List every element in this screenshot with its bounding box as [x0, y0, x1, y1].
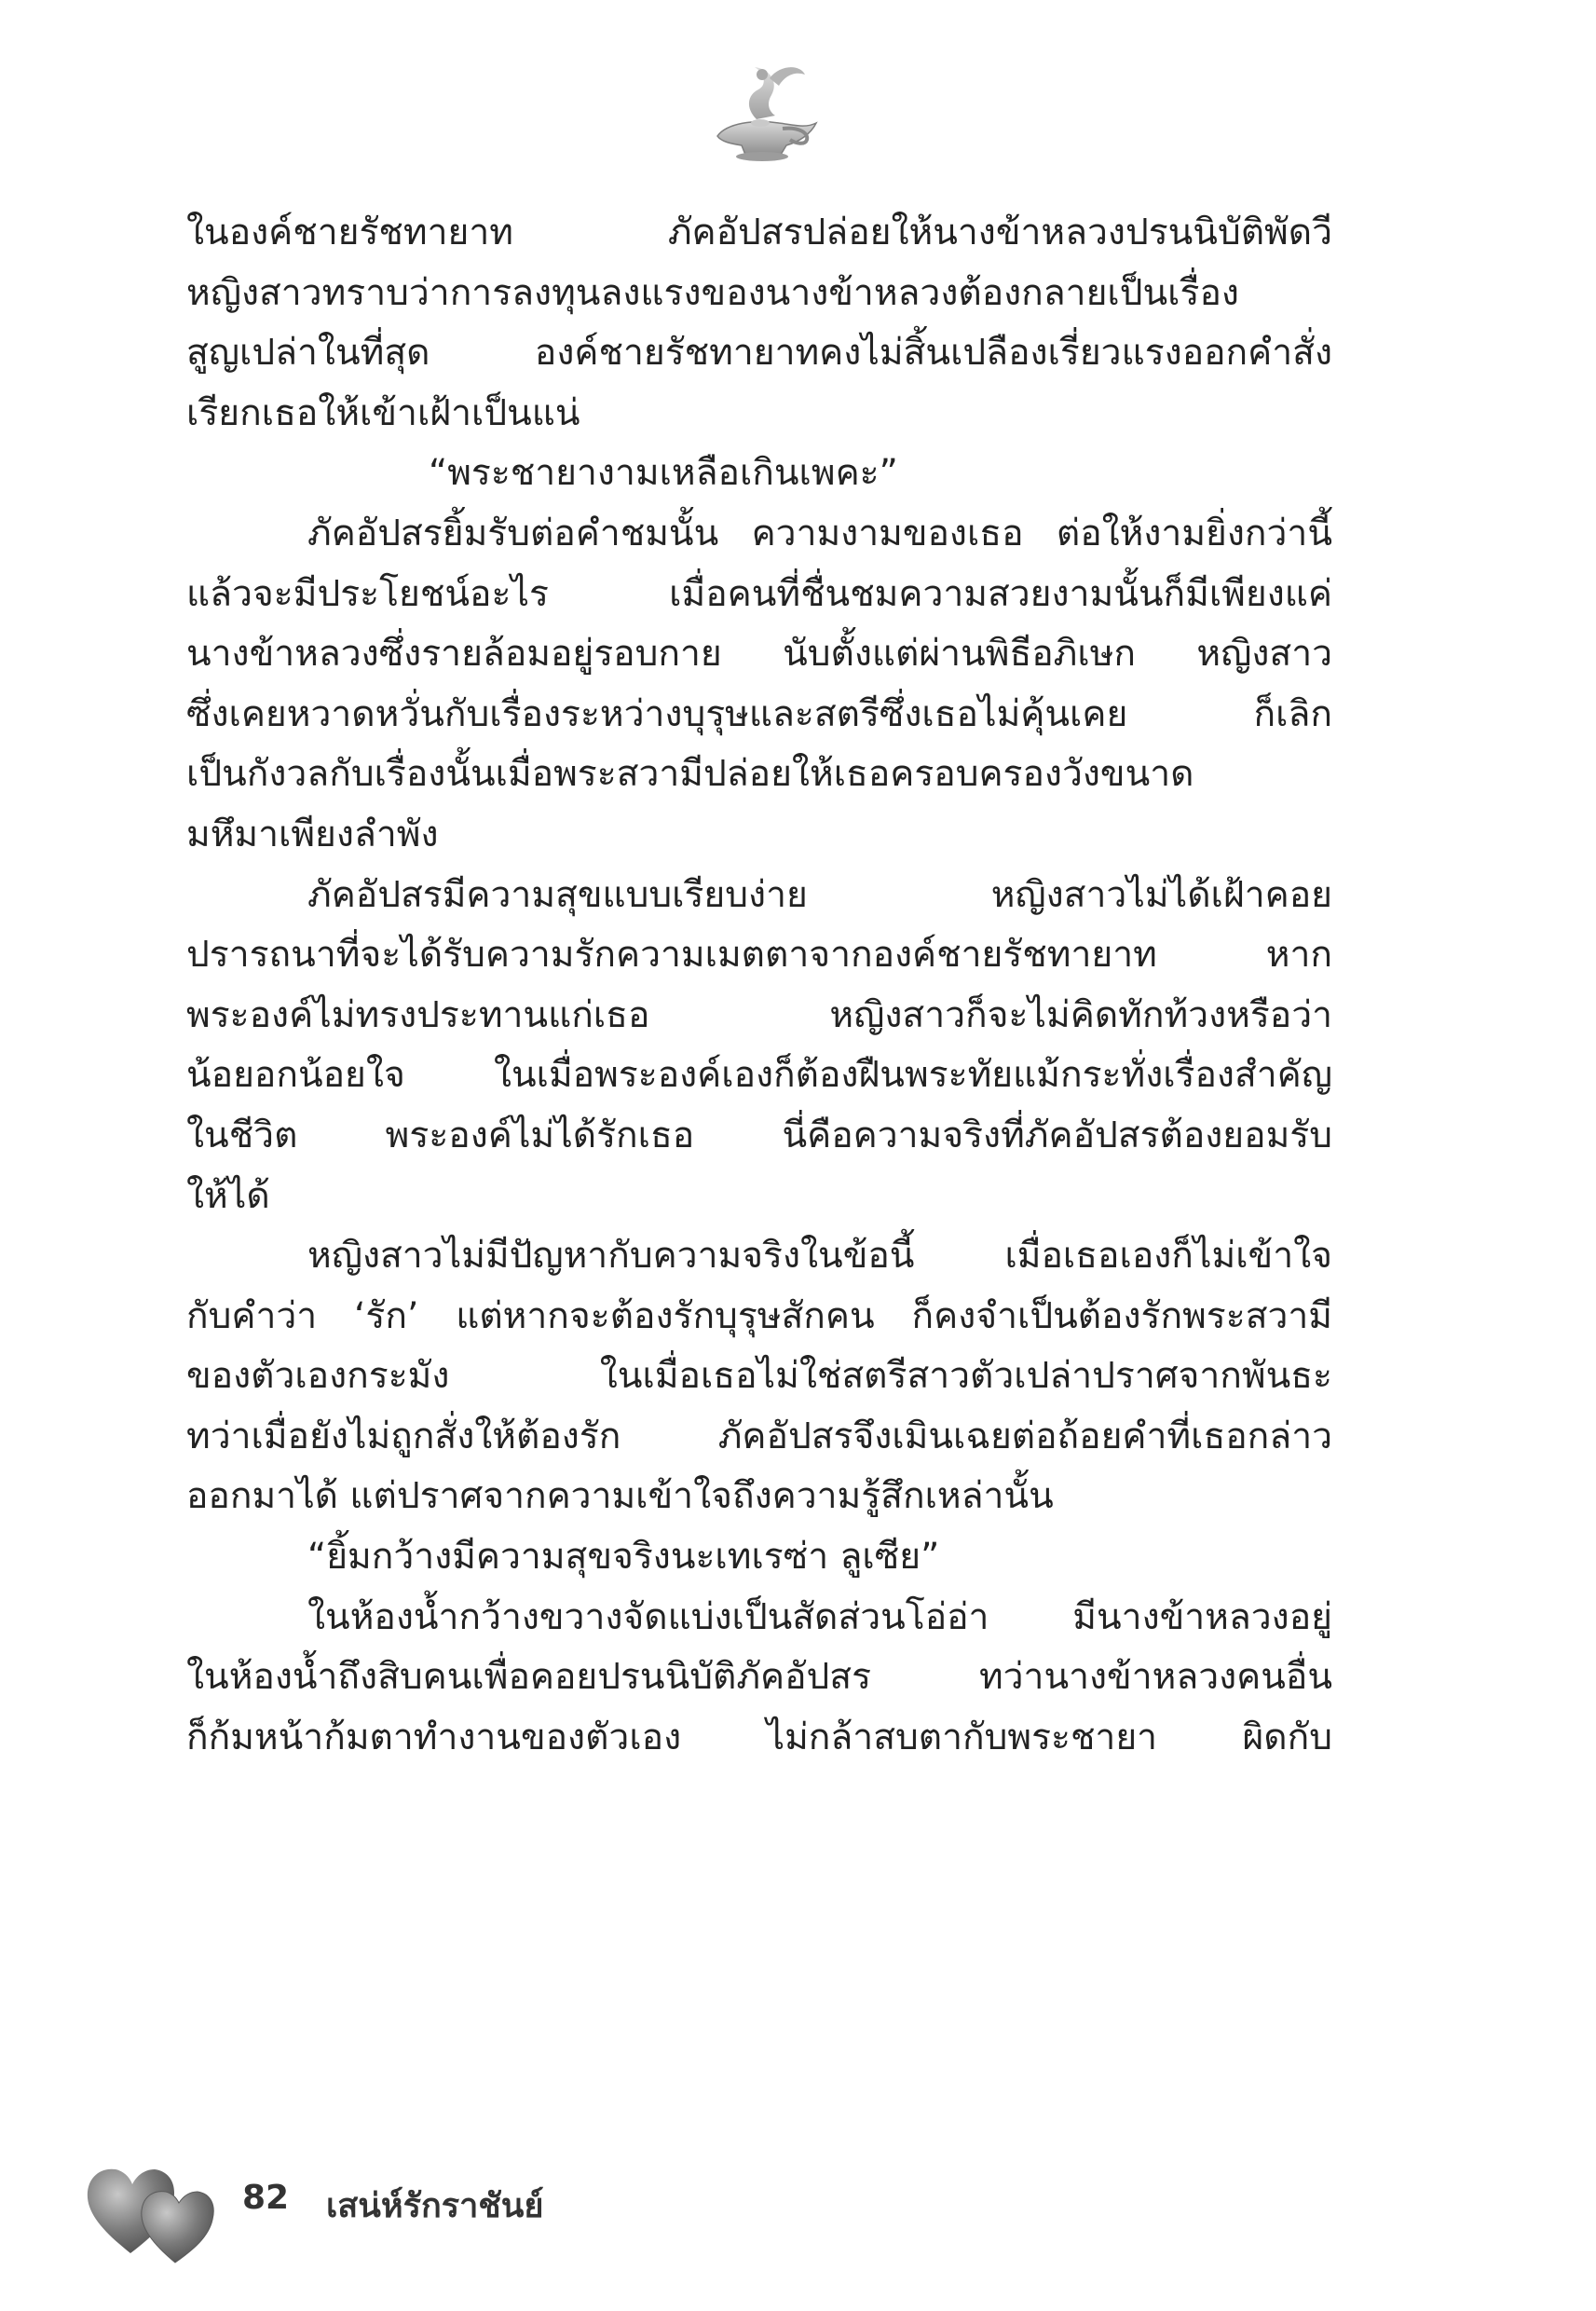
- text-line: แล้วจะมีประโยชน์อะไร เมื่อคนที่ชื่นชมความสวยงามนั้นก็มีเพียงแค่: [186, 572, 1332, 615]
- paragraph: [186, 866, 1332, 1227]
- page-number: 82: [242, 2179, 290, 2217]
- body-text: [186, 203, 1332, 1768]
- text-line: นางข้าหลวงซึ่งรายล้อมอยู่รอบกาย นับตั้งแต่ผ่านพิธีอภิเษก หญิงสาว: [186, 633, 1332, 676]
- text-line: พระองค์ไม่ทรงประทานแก่เธอ หญิงสาวก็จะไม่คิดทักท้วงหรือว่า: [186, 993, 1332, 1036]
- text-line: ในห้องน้ำถึงสิบคนเพื่อคอยปรนนิบัติภัคอัปสร ทว่านางข้าหลวงคนอื่น: [186, 1656, 1332, 1699]
- text-line: เรียกเธอให้เข้าเฝ้าเป็นแน่: [186, 391, 580, 434]
- text-line: สูญเปล่าในที่สุด องค์ชายรัชทายาทคงไม่สิ้นเปลืองเรี่ยวแรงออกคำสั่ง: [186, 332, 1332, 375]
- genie-lamp-icon: [689, 54, 829, 166]
- paragraph: [186, 1527, 1332, 1588]
- page-footer: [75, 2134, 727, 2274]
- text-line: ก็ก้มหน้าก้มตาทำงานของตัวเอง ไม่กล้าสบตากับพระชายา ผิดกับ: [186, 1716, 1332, 1758]
- text-line: ซึ่งเคยหวาดหวั่นกับเรื่องระหว่างบุรุษและสตรีซึ่งเธอไม่คุ้นเคย ก็เลิก: [186, 692, 1332, 735]
- text-line: เป็นกังวลกับเรื่องนั้นเมื่อพระสวามีปล่อยให้เธอครอบครองวังขนาด: [186, 753, 1194, 796]
- paragraph: [186, 444, 1332, 504]
- paragraph: [186, 504, 1332, 866]
- text-line: ภัคอัปสรมีความสุขแบบเรียบง่าย หญิงสาวไม่ได้เฝ้าคอย: [307, 873, 1332, 916]
- text-line: ในห้องน้ำกว้างขวางจัดแบ่งเป็นสัดส่วนโอ่อ่า มีนางข้าหลวงอยู่: [307, 1595, 1332, 1638]
- text-line: ออกมาได้ แต่ปราศจากความเข้าใจถึงความรู้สึกเหล่านั้น: [186, 1475, 1054, 1518]
- text-line: “ยิ้มกว้างมีความสุขจริงนะเทเรซ่า ลูเซีย”: [307, 1536, 940, 1579]
- text-line: ในองค์ชายรัชทายาท ภัคอัปสรปล่อยให้นางข้าหลวงปรนนิบัติพัดวี: [186, 212, 1332, 253]
- text-line: ในชีวิต พระองค์ไม่ได้รักเธอ นี่คือความจริงที่ภัคอัปสรต้องยอมรับ: [186, 1114, 1332, 1156]
- text-line: น้อยอกน้อยใจ ในเมื่อพระองค์เองก็ต้องฝืนพระทัยแม้กระทั่งเรื่องสำคัญ: [186, 1054, 1332, 1097]
- paragraph: [186, 1226, 1332, 1527]
- text-line: “พระชายางามเหลือเกินเพคะ”: [429, 452, 898, 495]
- book-title: เสน่ห์รักราชันย์: [326, 2187, 544, 2225]
- text-line: ทว่าเมื่อยังไม่ถูกสั่งให้ต้องรัก ภัคอัปสรจึงเมินเฉยต่อถ้อยคำที่เธอกล่าว: [186, 1415, 1332, 1457]
- two-hearts-icon: [75, 2134, 252, 2274]
- text-line: หญิงสาวทราบว่าการลงทุนลงแรงของนางข้าหลวงต้องกลายเป็นเรื่อง: [186, 271, 1239, 314]
- text-line: กับคำว่า ‘รัก’ แต่หากจะต้องรักบุรุษสักคน ก็คงจำเป็นต้องรักพระสวามี: [186, 1294, 1332, 1337]
- paragraph: [186, 203, 1332, 444]
- text-line: หญิงสาวไม่มีปัญหากับความจริงในข้อนี้ เมื่อเธอเองก็ไม่เข้าใจ: [307, 1235, 1332, 1278]
- text-line: ภัคอัปสรยิ้มรับต่อคำชมนั้น ความงามของเธอ ต่อให้งามยิ่งกว่านี้: [307, 512, 1332, 554]
- text-line: ปรารถนาที่จะได้รับความรักความเมตตาจากองค์ชายรัชทายาท หาก: [186, 934, 1332, 977]
- text-line: ให้ได้: [186, 1174, 270, 1217]
- text-line: มหึมาเพียงลำพัง: [186, 813, 439, 855]
- text-line: ของตัวเองกระมัง ในเมื่อเธอไม่ใช่สตรีสาวตัวเปล่าปราศจากพันธะ: [186, 1355, 1332, 1398]
- paragraph: [186, 1588, 1332, 1769]
